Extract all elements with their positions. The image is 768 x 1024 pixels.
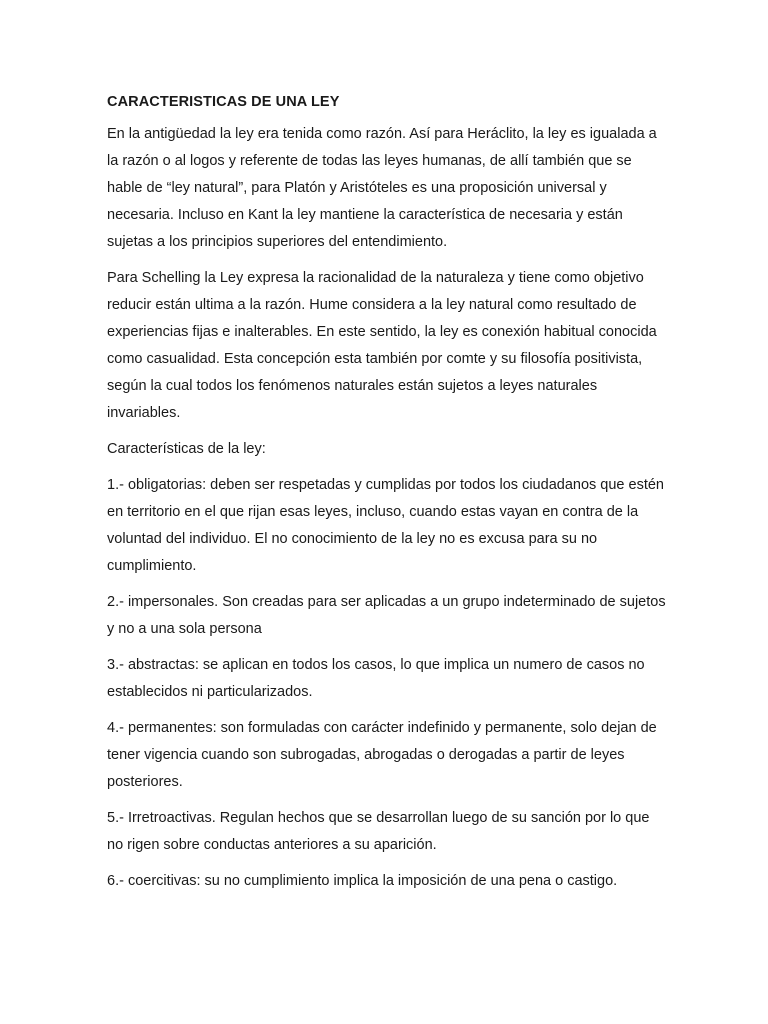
- document-page: [107, 92, 667, 904]
- list-item-1: 1.- obligatorias: deben ser respetadas y cumplidas por todos los ciudadanos que estén en territorio en el que rijan esas leyes, incluso, cuando estas vayan en contra de la voluntad del individuo. El no conocimiento de la ley no es excusa para su no cumplimiento.: [107, 477, 664, 574]
- intro-paragraph-2: Para Schelling la Ley expresa la racionalidad de la naturaleza y tiene como objetivo reducir están ultima a la razón. Hume considera a la ley natural como resultado de experiencias fijas e inalterables. En este sentido, la ley es conexión habitual conocida como casualidad. Esta concepción esta también por comte y su filosofía positivista, según la cual todos los fenómenos naturales están sujetos a leyes naturales invariables.: [107, 270, 657, 421]
- list-item-2: 2.- impersonales. Son creadas para ser aplicadas a un grupo indeterminado de sujetos y no a una sola persona: [107, 594, 666, 637]
- list-item-3: 3.- abstractas: se aplican en todos los casos, lo que implica un numero de casos no establecidos ni particularizados.: [107, 657, 645, 700]
- list-item-6: 6.- coercitivas: su no cumplimiento implica la imposición de una pena o castigo.: [107, 873, 618, 889]
- document-title: CARACTERISTICAS DE UNA LEY: [107, 94, 340, 110]
- intro-paragraph-1: En la antigüedad la ley era tenida como razón. Así para Heráclito, la ley es igualada a la razón o al logos y referente de todas las leyes humanas, de allí también que se hable de “ley natural”, para Platón y Aristóteles es una proposición universal y necesaria. Incluso en Kant la ley mantiene la característica de necesaria y están sujetas a los principios superiores del entendimiento.: [107, 126, 657, 250]
- list-item-4: 4.- permanentes: son formuladas con carácter indefinido y permanente, solo dejan de tener vigencia cuando son subrogadas, abrogadas o derogadas a partir de leyes posteriores.: [107, 720, 657, 790]
- list-item-5: 5.- Irretroactivas. Regulan hechos que se desarrollan luego de su sanción por lo que no rigen sobre conductas anteriores a su aparición.: [107, 810, 650, 853]
- list-heading: Características de la ley:: [107, 441, 266, 457]
